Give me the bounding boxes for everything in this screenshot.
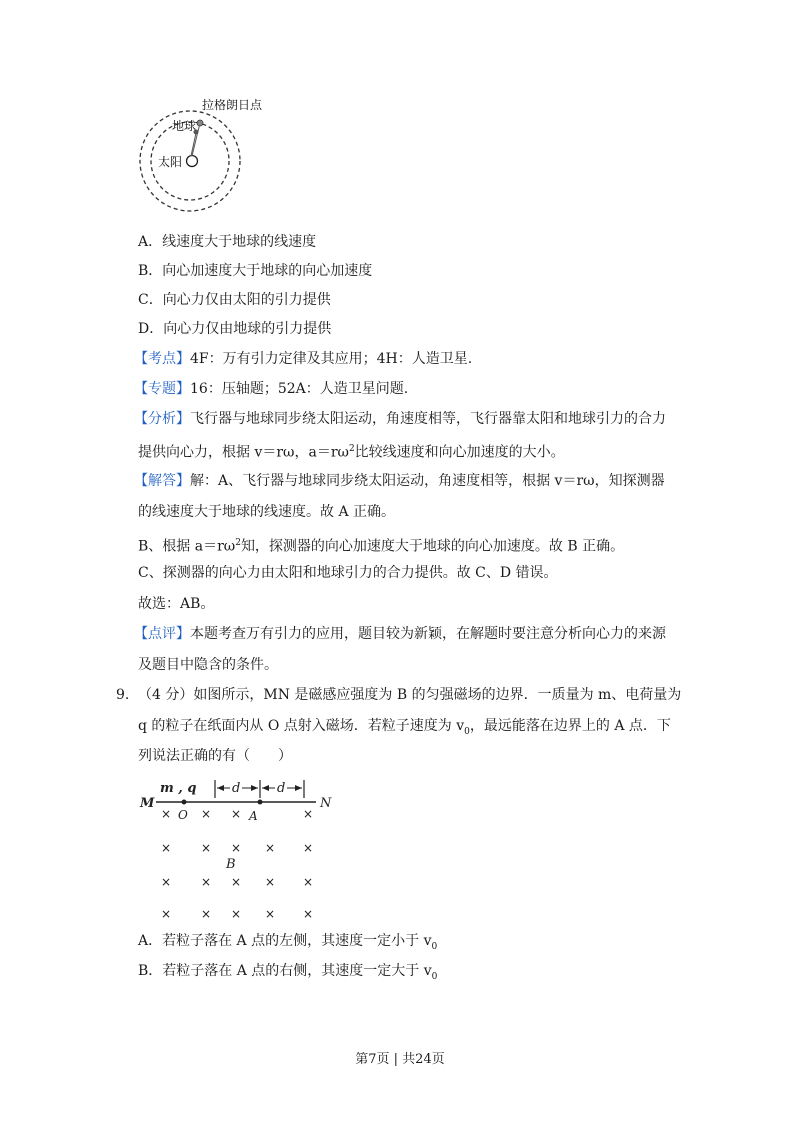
n-label: N [320, 796, 332, 811]
fenxi-text: 飞行器与地球同步绕太阳运动，角速度相等，飞行器靠太阳和地球引力的合力 [190, 411, 666, 427]
field-cross: × [303, 875, 314, 889]
q9-line2-a: q 的粒子在纸面内从 O 点射入磁场．若粒子速度为 v [138, 718, 465, 734]
q9-number: 9. [116, 687, 130, 703]
arrow-head [295, 785, 302, 791]
option-letter: D． [138, 321, 164, 337]
option-text: 向心力仅由太阳的引力提供 [162, 292, 331, 308]
d-label-2: d [277, 781, 286, 796]
option-letter: C． [138, 292, 163, 308]
jieda-line3-b: 知，探测器的向心加速度大于地球的向心加速度。故 B 正确。 [240, 538, 625, 555]
field-cross: × [303, 907, 314, 921]
jieda-text: 解：A、飞行器与地球同步绕太阳运动，角速度相等，根据 v＝rω，知探测器 [190, 473, 665, 489]
dianping-row [134, 624, 666, 644]
field-cross: × [161, 841, 172, 855]
subscript-0: 0 [464, 726, 470, 737]
dianping-text: 本题考查万有引力的应用，题目较为新颖，在解题时要注意分析向心力的来源 [190, 626, 666, 642]
field-cross: × [231, 907, 242, 921]
arrow-head [251, 785, 258, 791]
fenxi-tag: 【分析】 [134, 411, 190, 427]
zhuanti-text: 16：压轴题；52A：人造卫星问题. [190, 381, 409, 397]
q9-option-a [138, 931, 437, 957]
lagrange-orbit-figure [138, 92, 268, 222]
point-a [258, 800, 263, 805]
kaodian-text: 4F：万有引力定律及其应用；4H：人造卫星. [190, 351, 473, 367]
field-cross: × [265, 907, 276, 921]
q8-option-d [138, 319, 331, 339]
fenxi-line2-b: 比较线速度和向心加速度的大小。 [354, 444, 565, 461]
field-cross: × [231, 841, 242, 855]
fenxi-row-2 [138, 439, 565, 463]
mq-label: m , q [160, 781, 197, 796]
field-cross: × [303, 841, 314, 855]
field-cross: × [231, 807, 242, 821]
lagrange-label: 拉格朗日点 [202, 98, 263, 112]
q9-line-2 [138, 716, 671, 742]
option-text: A．若粒子落在 A 点的左侧，其速度一定小于 v [138, 933, 432, 949]
o-label: O [178, 808, 188, 822]
lagrange-point-dot [197, 120, 203, 126]
q9-option-b [138, 961, 437, 987]
option-letter: B． [138, 263, 163, 279]
m-label: M [140, 796, 155, 811]
field-cross: × [265, 841, 276, 855]
arrow-head [262, 785, 269, 791]
field-cross: × [201, 807, 212, 821]
sun-label: 太阳 [158, 155, 183, 169]
a-label: A [249, 809, 258, 823]
b-label: B [226, 857, 236, 872]
zhuanti-row [134, 379, 408, 399]
earth-label: 地球 [172, 119, 197, 133]
zhuanti-tag: 【专题】 [134, 381, 190, 397]
kaodian-row [134, 349, 472, 369]
field-crosses [161, 807, 313, 921]
sun-circle [187, 156, 198, 167]
option-text: 向心力仅由地球的引力提供 [163, 321, 332, 337]
field-cross: × [161, 907, 172, 921]
jieda-tag: 【解答】 [134, 473, 190, 489]
subscript-0: 0 [431, 971, 438, 982]
jieda-row-3 [138, 533, 624, 557]
q9-line-1: （4 分）如图所示，MN 是磁感应强度为 B 的匀强磁场的边界．一质量为 m、电荷量为 [138, 687, 682, 703]
field-cross: × [161, 807, 172, 821]
q8-option-a [138, 232, 316, 252]
field-cross: × [265, 875, 276, 889]
fenxi-row [134, 409, 666, 429]
q8-option-b [138, 261, 372, 281]
dianping-tag: 【点评】 [134, 626, 190, 642]
kaodian-tag: 【考点】 [134, 351, 190, 367]
page-footer: 第7页 | 共24页 [355, 1052, 445, 1067]
field-cross: × [201, 841, 212, 855]
subscript-0: 0 [431, 941, 438, 952]
field-cross: × [201, 875, 212, 889]
superscript-2: 2 [348, 444, 355, 454]
arrow-head [217, 785, 224, 791]
jieda-line3-a: B、根据 a＝rω [138, 538, 236, 555]
field-cross: × [161, 875, 172, 889]
option-text: B．若粒子落在 A 点的右侧，其速度一定大于 v [138, 963, 432, 979]
q9-line-3: 列说法正确的有（ ） [138, 748, 292, 764]
jieda-row-4: C、探测器的向心力由太阳和地球引力的合力提供。故 C、D 错误。 [138, 565, 558, 581]
option-letter: A． [138, 234, 163, 250]
superscript-2: 2 [235, 538, 241, 548]
jieda-row-5: 故选：AB。 [138, 596, 215, 612]
q9-line2-b: ，最远能落在边界上的 A 点．下 [469, 718, 671, 734]
field-cross: × [201, 907, 212, 921]
jieda-row-2: 的线速度大于地球的线速度。故 A 正确。 [138, 504, 396, 520]
field-cross: × [231, 875, 242, 889]
magnetic-field-figure [138, 772, 358, 924]
field-cross: × [303, 807, 314, 821]
option-text: 线速度大于地球的线速度 [162, 234, 317, 250]
jieda-row [134, 471, 665, 491]
d-label-1: d [232, 781, 241, 796]
dianping-row-2: 及题目中隐含的条件。 [138, 657, 278, 673]
q8-option-c [138, 290, 331, 310]
fenxi-line2-a: 提供向心力，根据 v＝rω，a＝rω [138, 444, 349, 461]
point-o [182, 800, 187, 805]
option-text: 向心加速度大于地球的向心加速度 [162, 263, 373, 279]
